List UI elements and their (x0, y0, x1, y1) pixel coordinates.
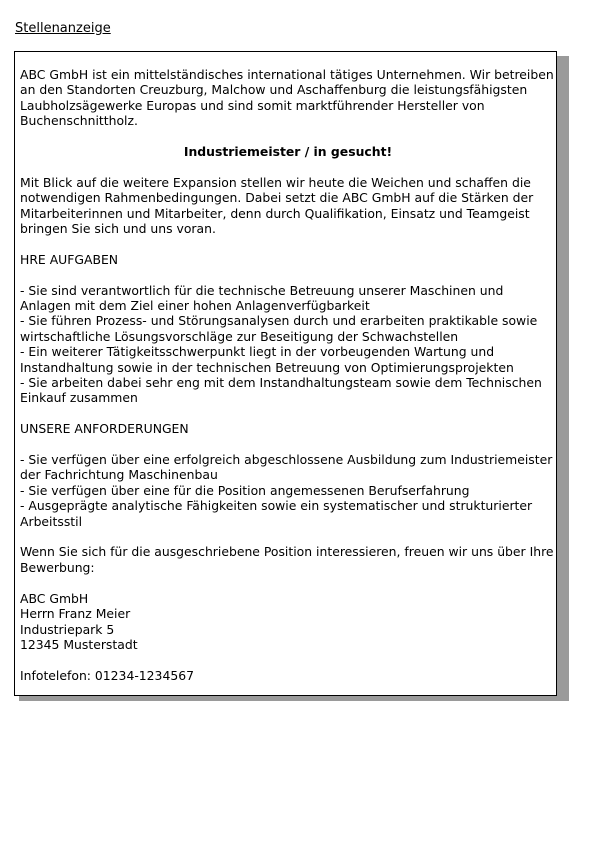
tasks-heading: HRE AUFGABEN (20, 251, 119, 267)
closing-paragraph: Wenn Sie sich für die ausgeschriebene Position interessieren, freuen wir uns über Ihre Bewerbung: (20, 544, 554, 575)
requirements-list (20, 452, 556, 529)
requirements-heading: UNSERE ANFORDERUNGEN (20, 421, 189, 437)
expansion-paragraph: Mit Blick auf die weitere Expansion stellen wir heute die Weichen und schaffen die notwendigen Rahmenbedingungen. Dabei setzt die ABC GmbH auf die Stärken der Mitarbeiterinnen und Mitarbeiter, denn durch Qualifikation, Einsatz und Teamgeist bringen Sie sich und uns voran. (20, 174, 534, 237)
task-item: - Sie führen Prozess- und Störungsanalysen durch und erarbeiten praktikable sowie wirtschaftliche Lösungsvorschläge zur Beseitigung der Schwachstellen (20, 313, 538, 344)
contact-address (20, 591, 556, 653)
task-item: - Sie sind verantwortlich für die technische Betreuung unserer Maschinen und Anlagen mit dem Ziel einer hohen Anlagenverfügbarkeit (20, 282, 504, 314)
address-contact: Herrn Franz Meier (20, 606, 131, 622)
company-intro: ABC GmbH ist ein mittelständisches international tätiges Unternehmen. Wir betreiben an den Standorten Creuzburg, Malchow und Aschaffenburg die leistungsfähigsten Laubholzsägewerke Europas und sind somit marktführender Hersteller von Buchenschnittholz. (20, 67, 554, 129)
requirement-item: - Ausgeprägte analytische Fähigkeiten sowie ein systematischer und strukturierter Arbeitsstil (20, 498, 533, 529)
requirement-item: - Sie verfügen über eine für die Position angemessenen Berufserfahrung (20, 482, 470, 498)
address-street: Industriepark 5 (20, 621, 115, 637)
job-ad-box (14, 51, 557, 696)
task-item: - Ein weiterer Tätigkeitsschwerpunkt liegt in der vorbeugenden Wartung und Instandhaltung sowie in der technischen Betreuung von Optimierungsprojekten (20, 344, 514, 375)
tasks-list (20, 283, 556, 406)
info-phone: Infotelefon: 01234-1234567 (20, 667, 194, 683)
address-company: ABC GmbH (20, 590, 89, 606)
requirement-item: - Sie verfügen über eine erfolgreich abgeschlossene Ausbildung zum Industriemeister der Fachrichtung Maschinenbau (20, 452, 553, 483)
page-heading: Stellenanzeige (15, 21, 111, 36)
task-item: - Sie arbeiten dabei sehr eng mit dem Instandhaltungsteam sowie dem Technischen Einkauf zusammen (20, 375, 542, 406)
address-city: 12345 Musterstadt (20, 636, 138, 652)
job-title: Industriemeister / in gesucht! (183, 144, 393, 160)
